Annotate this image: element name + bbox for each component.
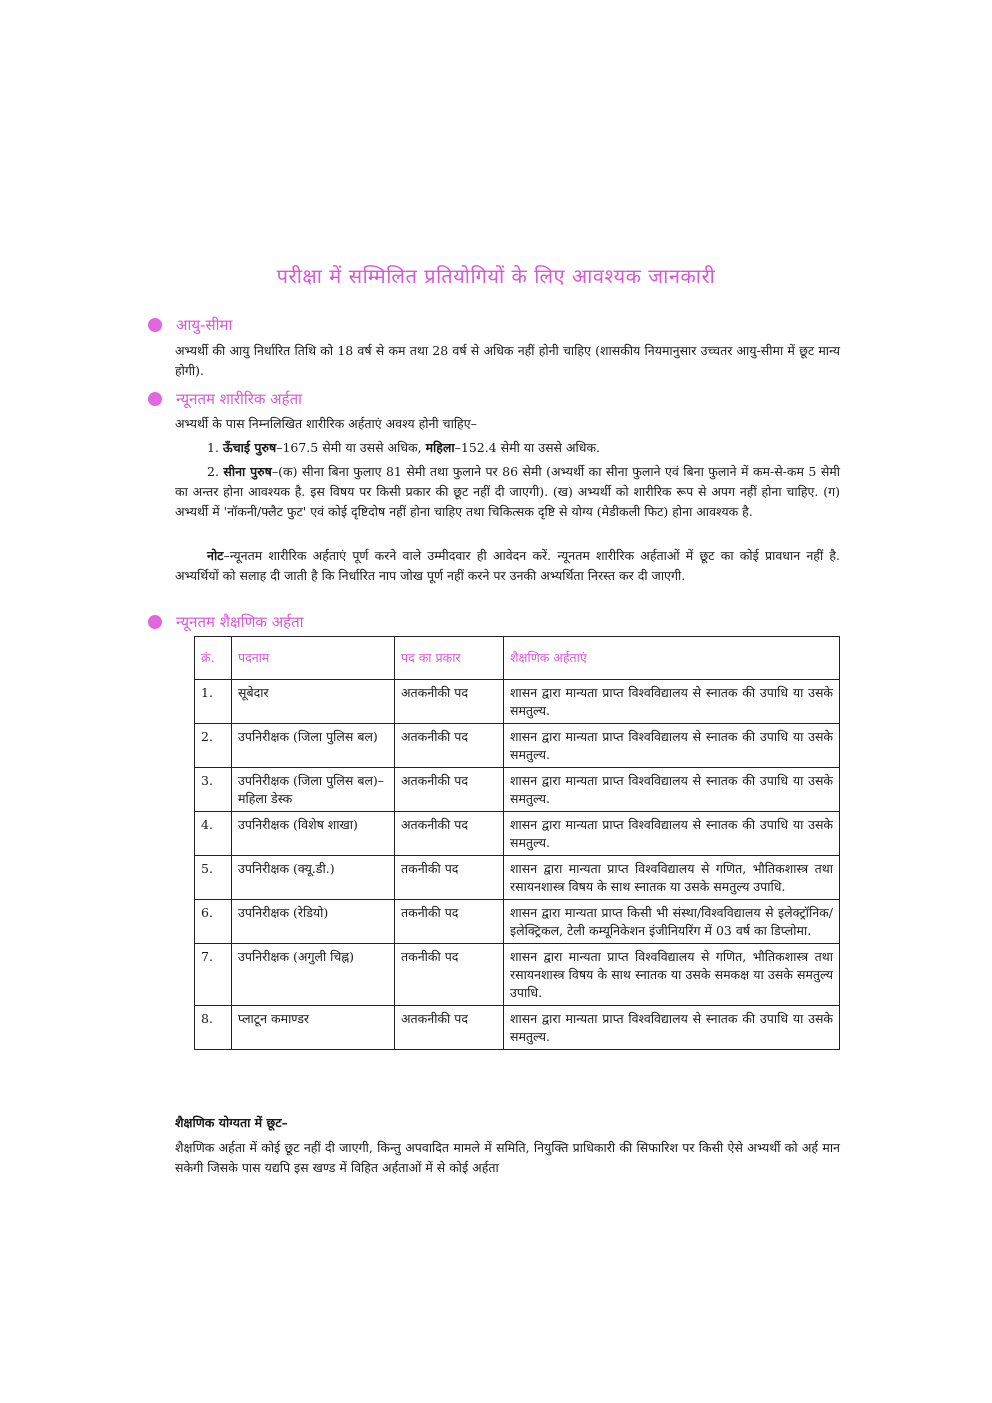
cell-sn: 1.: [195, 680, 232, 724]
cell-type: अतकनीकी पद: [395, 1006, 504, 1050]
cell-sn: 4.: [195, 812, 232, 856]
cell-post: उपनिरीक्षक (विशेष शाखा): [232, 812, 395, 856]
cell-qualification: शासन द्वारा मान्यता प्राप्त विश्वविद्यालय से गणित, भौतिकशास्त्र तथा रसायनशास्त्र विषय के साथ स्नातक या उसके समतुल्य उपाधि.: [504, 856, 840, 900]
height-male-value: –167.5 सेमी या उससे अधिक,: [276, 440, 422, 455]
column-header-type: पद का प्रकार: [395, 637, 504, 680]
physical-note: [175, 546, 840, 586]
column-header-sn: क्रं.: [195, 637, 232, 680]
cell-type: अतकनीकी पद: [395, 724, 504, 768]
age-paragraph: अभ्यर्थी की आयु निर्धारित तिथि को 18 वर्ष से कम तथा 28 वर्ष से अधिक नहीं होनी चाहिए (शासकीय नियमानुसार उच्चतर आयु-सीमा में छूट मान्य होगी).: [175, 343, 840, 378]
chest-label: सीना पुरुष: [223, 464, 272, 479]
cell-sn: 6.: [195, 900, 232, 944]
cell-type: अतकनीकी पद: [395, 680, 504, 724]
item-number: 1.: [207, 440, 219, 455]
cell-type: तकनीकी पद: [395, 856, 504, 900]
height-label: ऊँचाई पुरुष: [222, 440, 277, 455]
cell-qualification: शासन द्वारा मान्यता प्राप्त विश्वविद्यालय से स्नातक की उपाधि या उसके समतुल्य.: [504, 680, 840, 724]
section-heading-education: [148, 611, 304, 633]
cell-type: तकनीकी पद: [395, 944, 504, 1006]
physical-intro: अभ्यर्थी के पास निम्नलिखित शारीरिक अर्हताएं अवश्य होनी चाहिए–: [175, 416, 477, 431]
cell-qualification: शासन द्वारा मान्यता प्राप्त विश्वविद्यालय से स्नातक की उपाधि या उसके समतुल्य.: [504, 812, 840, 856]
cell-post: प्लाटून कमाण्डर: [232, 1006, 395, 1050]
table-row: [195, 724, 840, 768]
note-text: –न्यूनतम शारीरिक अर्हताएं पूर्ण करने वाले उम्मीदवार ही आवेदन करें. न्यूनतम शारीरिक अर्हताओं में छूट का कोई प्रावधान नहीं है. अभ्यर्थियों को सलाह दी जाती है कि निर्धारित नाप जोख पूर्ण नहीं करने पर उनकी अभ्यर्थिता निरस्त कर दी जाएगी.: [175, 548, 840, 583]
cell-qualification: शासन द्वारा मान्यता प्राप्त विश्वविद्यालय से स्नातक की उपाधि या उसके समतुल्य.: [504, 1006, 840, 1050]
cell-sn: 3.: [195, 768, 232, 812]
physical-chest-item: [175, 462, 840, 522]
height-female-label: महिला: [425, 440, 455, 455]
cell-type: अतकनीकी पद: [395, 768, 504, 812]
section-heading-label: न्यूनतम शैक्षणिक अर्हता: [176, 613, 304, 631]
bullet-icon: [148, 615, 162, 629]
relaxation-heading: शैक्षणिक योग्यता में छूट–: [175, 1115, 288, 1130]
table-row: [195, 812, 840, 856]
cell-post: उपनिरीक्षक (जिला पुलिस बल): [232, 724, 395, 768]
cell-post: उपनिरीक्षक (जिला पुलिस बल)–महिला डेस्क: [232, 768, 395, 812]
column-header-post: पदनाम: [232, 637, 395, 680]
note-label: नोट: [207, 548, 224, 563]
page-title: परीक्षा में सम्मिलित प्रतियोगियों के लिए आवश्यक जानकारी: [276, 264, 716, 288]
table-row: [195, 680, 840, 724]
cell-sn: 8.: [195, 1006, 232, 1050]
cell-qualification: शासन द्वारा मान्यता प्राप्त विश्वविद्यालय से गणित, भौतिकशास्त्र तथा रसायनशास्त्र विषय के साथ स्नातक या उसके समकक्ष या उसके समतुल्य उपाधि.: [504, 944, 840, 1006]
column-header-qualification: शैक्षणिक अर्हताएं: [504, 637, 840, 680]
table-row: [195, 944, 840, 1006]
chest-text: –(क) सीना बिना फुलाए 81 सेमी तथा फुलाने पर 86 सेमी (अभ्यर्थी का सीना फुलाने एवं बिना फुलाने में कम-से-कम 5 सेमी का अन्तर होना आवश्यक है. इस विषय पर किसी प्रकार की छूट नहीं दी जाएगी). (ख) अभ्यर्थी को शारीरिक रूप से अपग नहीं होना चाहिए. (ग) अभ्यर्थी में 'नॉकनी/फ्लैट फुट' एवं कोई दृष्टिदोष नहीं होना चाहिए तथा चिकित्सक दृष्टि से योग्य (मेडीकली फिट) होना आवश्यक है.: [175, 464, 840, 519]
cell-qualification: शासन द्वारा मान्यता प्राप्त किसी भी संस्था/विश्वविद्यालय से इलेक्ट्रॉनिक/इलेक्ट्रिकल, टेली कम्यूनिकेशन इंजीनियरिंग में 03 वर्ष का डिप्लोमा.: [504, 900, 840, 944]
cell-qualification: शासन द्वारा मान्यता प्राप्त विश्वविद्यालय से स्नातक की उपाधि या उसके समतुल्य.: [504, 724, 840, 768]
cell-type: अतकनीकी पद: [395, 812, 504, 856]
cell-sn: 7.: [195, 944, 232, 1006]
qualifications-table: [194, 636, 840, 1050]
cell-post: उपनिरीक्षक (अगुली चिह्न): [232, 944, 395, 1006]
item-number: 2.: [207, 464, 219, 479]
height-female-value: –152.4 सेमी या उससे अधिक.: [454, 440, 601, 455]
section-heading-age: [148, 314, 232, 336]
table-row: [195, 1006, 840, 1050]
bullet-icon: [148, 318, 162, 332]
section-heading-label: आयु-सीमा: [176, 316, 233, 334]
physical-height-item: [175, 438, 840, 458]
cell-post: उपनिरीक्षक (क्यू.डी.): [232, 856, 395, 900]
cell-post: उपनिरीक्षक (रेडियो): [232, 900, 395, 944]
section-heading-label: न्यूनतम शारीरिक अर्हता: [176, 390, 303, 408]
table-row: [195, 856, 840, 900]
table-row: [195, 900, 840, 944]
cell-sn: 2.: [195, 724, 232, 768]
cell-qualification: शासन द्वारा मान्यता प्राप्त विश्वविद्यालय से स्नातक की उपाधि या उसके समतुल्य.: [504, 768, 840, 812]
section-heading-physical: [148, 388, 302, 410]
cell-type: तकनीकी पद: [395, 900, 504, 944]
cell-post: सूबेदार: [232, 680, 395, 724]
cell-sn: 5.: [195, 856, 232, 900]
table-header-row: [195, 637, 840, 680]
relaxation-paragraph: शैक्षणिक अर्हता में कोई छूट नहीं दी जाएगी, किन्तु अपवादित मामले में समिति, नियुक्ति प्राधिकारी की सिफारिश पर किसी ऐसे अभ्यर्थी को अर्ह मान सकेगी जिसके पास यद्यपि इस खण्ड में विहित अर्हताओं में से कोई अर्हता: [175, 1140, 840, 1175]
bullet-icon: [148, 392, 162, 406]
table-row: [195, 768, 840, 812]
